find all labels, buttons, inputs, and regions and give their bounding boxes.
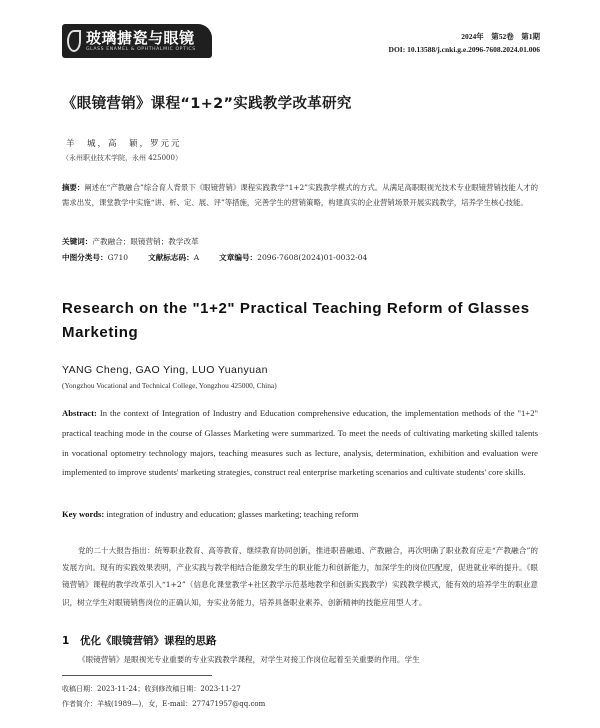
- logo-chinese-name: 玻璃搪瓷与眼镜: [86, 29, 195, 47]
- chinese-title: 《眼镜营销》课程“1+2”实践教学改革研究: [62, 96, 352, 112]
- author-bio: 作者简介：羊城(1989—)，女，E-mail：277471957@qq.com: [62, 700, 266, 708]
- section-paragraph: 《眼镜营销》是眼视光专业重要的专业实践教学课程，对学生对接工作岗位起着至关重要的作用。学生: [78, 655, 420, 664]
- english-abstract: [62, 404, 538, 483]
- article-no-label: 文章编号：: [219, 253, 258, 262]
- section-title: 优化《眼镜营销》课程的思路: [80, 635, 217, 647]
- abstract-label: 摘要：: [62, 183, 85, 192]
- english-affiliation: (Yongzhou Vocational and Technical College, Yongzhou 425000, China): [62, 381, 277, 390]
- chinese-affiliation: （永州职业技术学院，永州 425000）: [62, 154, 182, 162]
- received-dates: 收稿日期：2023-11-24；收到修改稿日期：2023-11-27: [62, 685, 241, 693]
- section-heading: [62, 633, 217, 648]
- abstract-en-text: In the context of Integration of Industry and Education comprehensive education, the implementation methods of the "1+2" practical teaching mode in the course of Glasses Marketing were summarized. To meet the needs of cultivating marketing skilled talents in vocational optometry technology majors, teaching measures such as lecture, analysis, determination, exhibition and evaluation were implemented to improve students' marketing strategies, construct real enterprise marketing scenarios and cultivate students' core skills.: [62, 408, 539, 478]
- chinese-keywords: [62, 236, 199, 247]
- classification-row: [62, 252, 367, 263]
- keywords-text: 产教融合；眼镜营销；教学改革: [92, 237, 199, 246]
- logo-english-name: GLASS ENAMEL & OPHTHALMIC OPTICS: [86, 47, 196, 52]
- abstract-en-label: Abstract:: [62, 408, 97, 418]
- doc-code-label: 文献标志码：: [148, 253, 194, 262]
- section-number: 1: [62, 635, 70, 647]
- abstract-text: 阐述在“产教融合”综合育人背景下《眼镜营销》课程实践教学“1+2”实践教学模式的方式。从满足高职眼视光技术专业眼镜营销技能人才的需求出发，课堂教学中实施“讲、析、定、展、评”等措施，完善学生的营销策略，构建真实的企业营销场景开展实践教学，培养学生核心技能。: [62, 183, 538, 207]
- article-no-value: 2096-7608(2024)01-0032-04: [257, 253, 368, 262]
- chinese-abstract: [62, 180, 538, 210]
- keywords-en-text: integration of industry and education; glasses marketing; teaching reform: [106, 509, 359, 519]
- clc-label: 中图分类号：: [62, 253, 108, 262]
- intro-paragraph: 党的二十大报告指出：统筹职业教育、高等教育、继续教育协同创新，推进职普融通、产教融合，再次明确了职业教育应走“产教融合”的发展方向。现有的实践效果表明，产业实践与教学相结合能激发学生的职业能力和创新能力，加深学生的岗位匹配度，促进就业率的提升。《眼镜营销》课程的教学改革引入“1+2”（信息化课堂教学+社区教学示范基地教学和创新实践教学）实践教学模式，能有效的培养学生的职业意识，树立学生对眼镜销售岗位的正确认知，夯实业务能力，培养具备职业素养、创新精神的技能应用型人才。: [62, 546, 538, 607]
- english-authors: YANG Cheng, GAO Ying, LUO Yuanyuan: [62, 364, 268, 376]
- keywords-label: 关键词：: [62, 237, 93, 246]
- keywords-en-label: Key words:: [62, 509, 105, 519]
- issue-info: 2024年 第52卷 第1期: [461, 32, 540, 41]
- journal-logo: [62, 24, 212, 58]
- chinese-authors: 羊 城，高 颖，罗元元: [66, 139, 182, 149]
- english-keywords: [62, 509, 358, 519]
- english-title: Research on the "1+2" Practical Teaching Reform of Glasses Marketing: [62, 300, 530, 341]
- doc-code-value: A: [193, 253, 200, 262]
- clc-value: G710: [107, 253, 129, 262]
- lens-logo-icon: [67, 30, 81, 52]
- doi[interactable]: DOI: 10.13588/j.cnki.g.e.2096-7608.2024.01.006: [388, 45, 540, 54]
- footnote-divider: [62, 675, 212, 676]
